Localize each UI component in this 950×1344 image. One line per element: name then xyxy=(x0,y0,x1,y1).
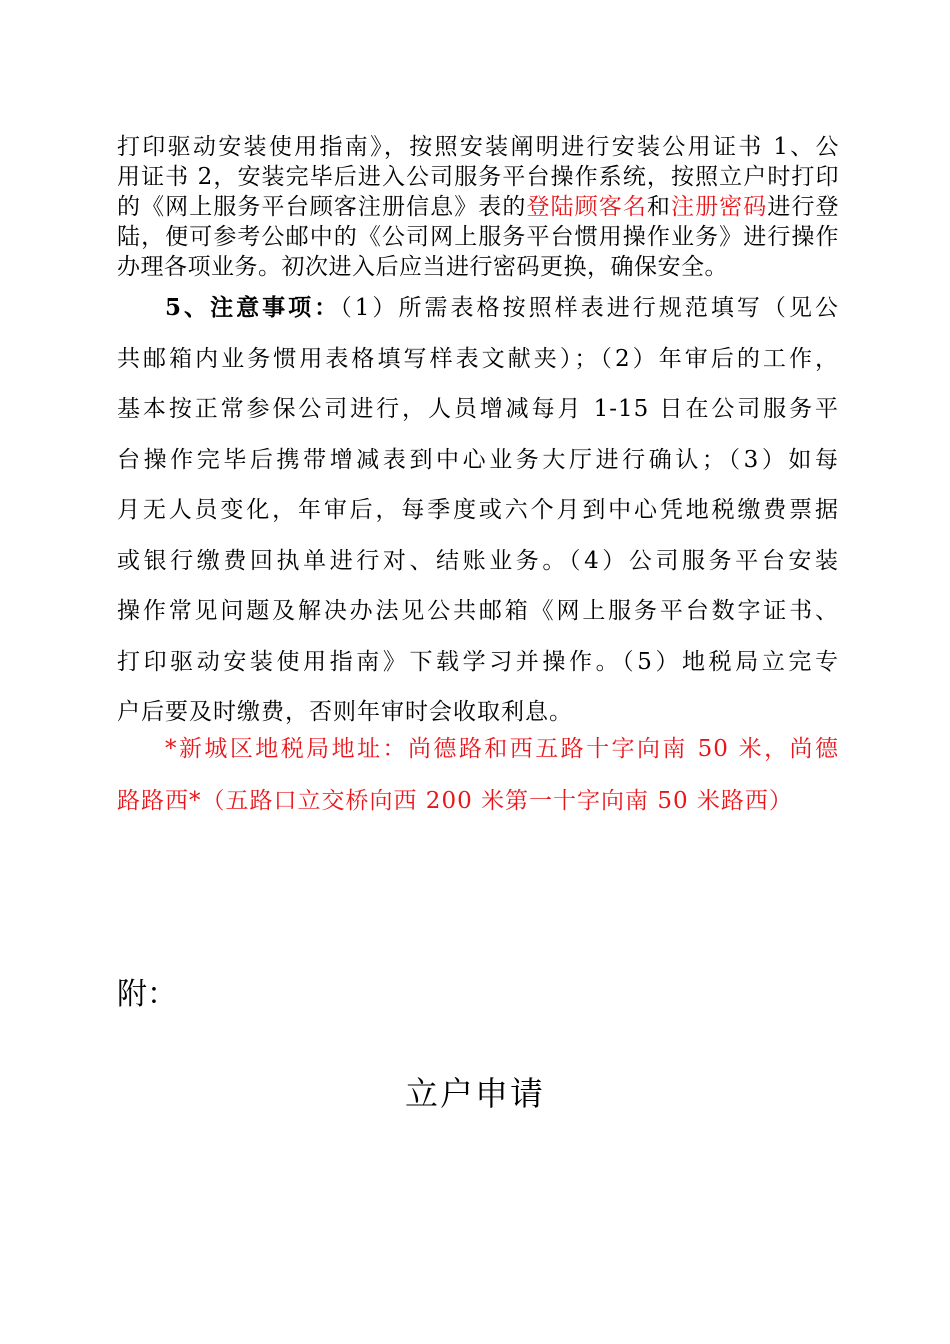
paragraph-line-with-highlights xyxy=(117,192,839,222)
tax-bureau-address xyxy=(117,723,839,827)
text-run: （1）所需表格按照样表进行规范填写（见公 xyxy=(340,295,839,321)
paragraph-line: 办理各项业务。初次进入后应当进行密码更换，确保安全。 xyxy=(117,254,728,280)
form-title: 立户申请 xyxy=(405,1074,545,1113)
highlight-register-password: 注册密码 xyxy=(671,194,768,220)
highlight-login-username: 登陆顾客名 xyxy=(526,194,647,220)
paragraph-line: 月无人员变化，年审后，每季度或六个月到中心凭地税缴费票据 xyxy=(117,497,839,523)
address-line: *新城区地税局地址：尚德路和西五路十字向南 50 米，尚德 xyxy=(165,736,839,762)
text-run: 的《网上服务平台顾客注册信息》表的 xyxy=(117,194,527,220)
section5-paragraph xyxy=(117,283,839,738)
address-line: 路路西*（五路口立交桥向西 200 米第一十字向南 50 米路西） xyxy=(117,788,793,814)
paragraph-line: 基本按正常参保公司进行，人员增减每月 1-15 日在公司服务平 xyxy=(117,396,839,422)
paragraph-line: 打印驱动安装使用指南》下载学习并操作。（5）地税局立完专 xyxy=(117,648,839,675)
paragraph-line: 户后要及时缴费，否则年审时会收取利息。 xyxy=(117,699,573,725)
paragraph-line: 台操作完毕后携带增减表到中心业务大厅进行确认；（3）如每 xyxy=(117,446,839,473)
paragraph-first-line xyxy=(117,283,839,334)
text-run: 和 xyxy=(646,194,671,220)
text-run: 进行登 xyxy=(767,194,840,220)
paragraph-line: 用证书 2，安装完毕后进入公司服务平台操作系统，按照立户时打印 xyxy=(117,164,839,190)
paragraph-line: 共邮箱内业务惯用表格填写样表文献夹）；（2）年审后的工作， xyxy=(117,345,839,372)
paragraph-line: 陆，便可参考公邮中的《公司网上服务平台惯用操作业务》进行操作 xyxy=(117,224,839,250)
paragraph-line: 打印驱动安装使用指南》，按照安装阐明进行安装公用证书 1、公 xyxy=(117,134,839,160)
appendix-label: 附： xyxy=(117,977,177,1012)
section4-paragraph-tail xyxy=(117,132,839,282)
section5-heading: 5、注意事项： xyxy=(165,294,341,321)
paragraph-line: 或银行缴费回执单进行对、结账业务。（4）公司服务平台安装 xyxy=(117,547,839,574)
paragraph-line: 操作常见问题及解决办法见公共邮箱《网上服务平台数字证书、 xyxy=(117,598,839,624)
